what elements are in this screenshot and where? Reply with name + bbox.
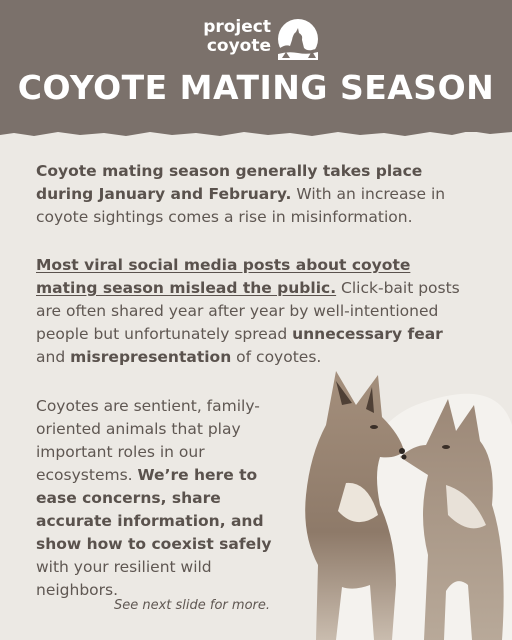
two-coyotes-photo [296,365,512,640]
mission-text-1: Coyotes are sentient, family-oriented animals that play important roles in our ecosystems. [36,397,260,484]
next-slide-note: See next slide for more. [113,598,271,613]
misinformation-text-2: and [36,348,71,366]
brand-line-1: project [203,17,271,37]
brand-wordmark [199,18,271,56]
mission-bold-text: We’re here to ease concerns, share accurate information, and show how to coexist safely [36,466,272,553]
intro-bold-text: Coyote mating season generally takes place during January and February. [36,162,423,203]
mission-text-2: with your resilient wild neighbors. [36,558,212,599]
misinformation-headline: Most viral social media posts about coyote mating season mislead the public. [36,256,411,297]
brand-line-2: coyote [206,36,271,56]
misinformation-bold-1: unnecessary fear [292,325,443,343]
coyote-howling-moon-icon [274,18,322,62]
brand-logo [199,18,329,64]
torn-paper-edge [0,124,512,140]
intro-paragraph [36,160,474,229]
misinformation-text-3: of coyotes. [231,348,322,366]
intro-text: With an increase in coyote sightings comes a rise in misinformation. [36,185,446,226]
misinformation-bold-2: misrepresentation [70,348,232,366]
misinformation-paragraph [36,254,474,369]
misinformation-text-1: Click-bait posts are often shared year after year by well-intentioned people but unfortunately spread [36,279,460,343]
page-title: COYOTE MATING SEASON [17,68,495,107]
mission-paragraph [36,395,296,602]
